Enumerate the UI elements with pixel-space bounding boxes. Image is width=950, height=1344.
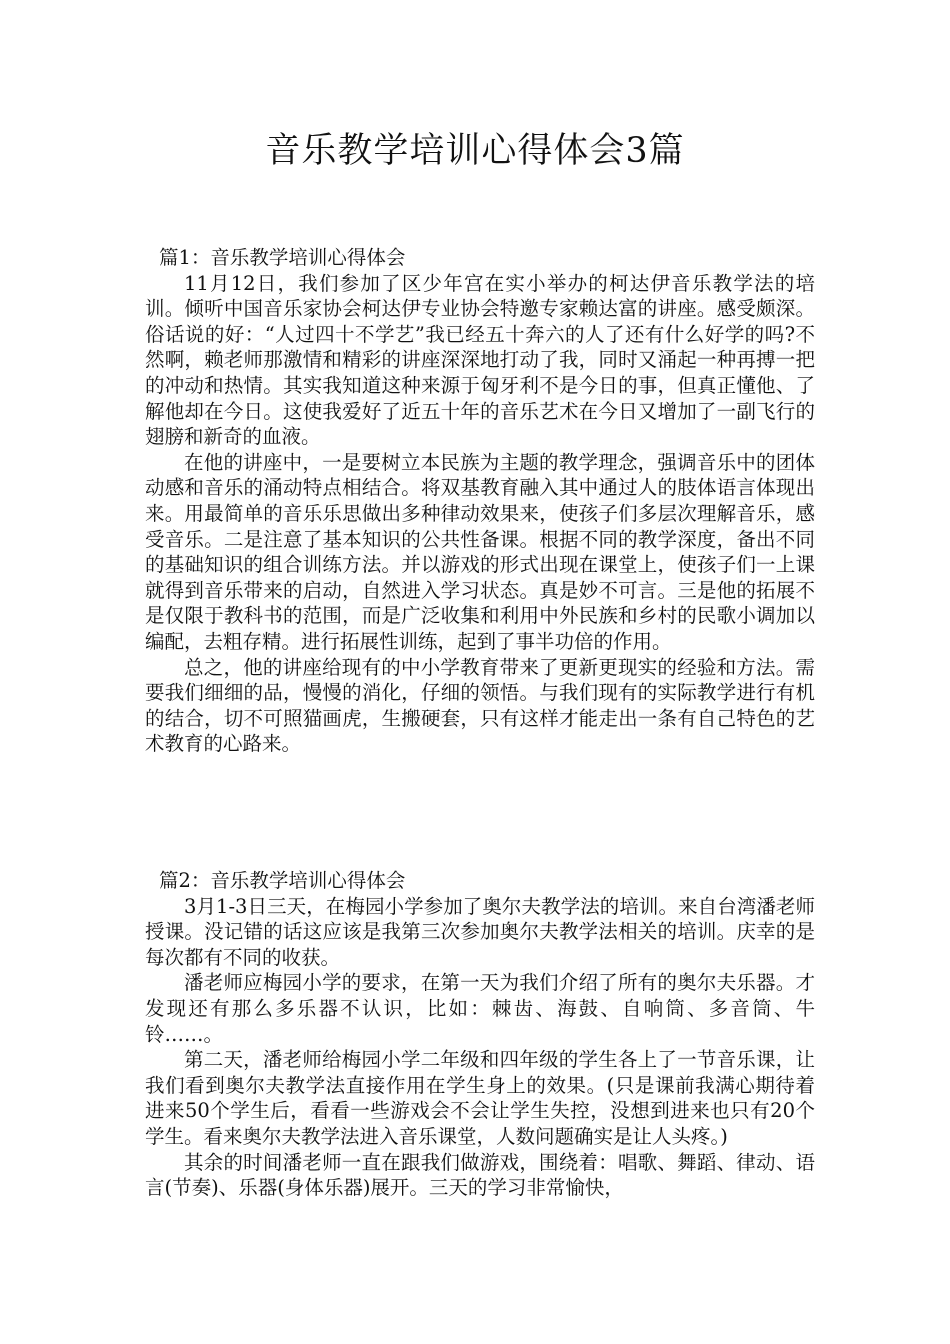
section-2 [145,868,815,1201]
paragraph: 在他的讲座中，一是要树立本民族为主题的教学理念，强调音乐中的团体动感和音乐的涌动特点相结合。将双基教育融入其中通过人的肢体语言体现出来。用最简单的音乐乐思做出多种律动效果来，使孩子们多层次理解音乐，感受音乐。二是注意了基本知识的公共性备课。根据不同的教学深度，备出不同的基础知识的组合训练方法。并以游戏的形式出现在课堂上，使孩子们一上课就得到音乐带来的启动，自然进入学习状态。真是妙不可言。三是他的拓展不是仅限于教科书的范围，而是广泛收集和利用中外民族和乡村的民歌小调加以编配，去粗存精。进行拓展性训练，起到了事半功倍的作用。 [145,450,815,653]
paragraph: 潘老师应梅园小学的要求，在第一天为我们介绍了所有的奥尔夫乐器。才发现还有那么多乐器不认识，比如：棘齿、海鼓、自响筒、多音筒、牛铃……。 [145,971,815,1046]
section-heading: 篇2：音乐教学培训心得体会 [159,869,406,892]
section-heading: 篇1：音乐教学培训心得体会 [159,246,406,269]
section-1 [145,245,815,757]
document-title: 音乐教学培训心得体会3篇 [265,131,685,171]
paragraph: 其余的时间潘老师一直在跟我们做游戏，围绕着：唱歌、舞蹈、律动、语言(节奏)、乐器(身体乐器)展开。三天的学习非常愉快， [145,1150,815,1200]
paragraph: 11月12日，我们参加了区少年宫在实小举办的柯达伊音乐教学法的培训。倾听中国音乐家协会柯达伊专业协会特邀专家赖达富的讲座。感受颇深。俗话说的好：“人过四十不学艺”我已经五十奔六的人了还有什么好学的吗?不然啊，赖老师那激情和精彩的讲座深深地打动了我，同时又涌起一种再搏一把的冲动和热情。其实我知道这种来源于匈牙利不是今日的事，但真正懂他、了解他却在今日。这使我爱好了近五十年的音乐艺术在今日又增加了一副飞行的翅膀和新奇的血液。 [145,271,815,449]
paragraph: 总之，他的讲座给现有的中小学教育带来了更新更现实的经验和方法。需要我们细细的品，慢慢的消化，仔细的领悟。与我们现有的实际教学进行有机的结合，切不可照猫画虎，生搬硬套，只有这样才能走出一条有自己特色的艺术教育的心路来。 [145,655,815,756]
paragraph: 第二天，潘老师给梅园小学二年级和四年级的学生各上了一节音乐课，让我们看到奥尔夫教学法直接作用在学生身上的效果。(只是课前我满心期待着进来50个学生后，看看一些游戏会不会让学生失控，没想到进来也只有20个学生。看来奥尔夫教学法进入音乐课堂，人数问题确实是让人头疼。) [145,1048,815,1148]
paragraph: 3月1-3日三天，在梅园小学参加了奥尔夫教学法的培训。来自台湾潘老师授课。没记错的话这应该是我第三次参加奥尔夫教学法相关的培训。庆幸的是每次都有不同的收获。 [145,894,815,969]
